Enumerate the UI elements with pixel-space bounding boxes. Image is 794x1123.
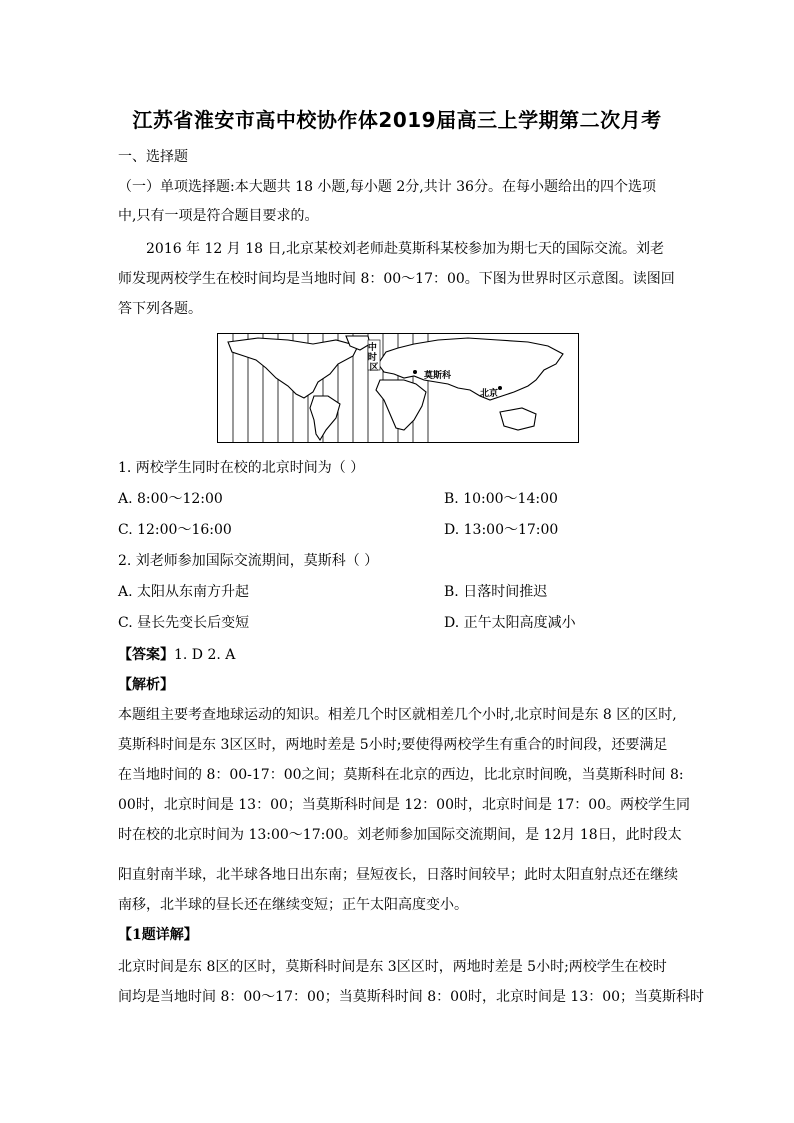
q1-option-c: C. 12:00～16:00 <box>118 522 232 538</box>
north-america-shape <box>228 338 358 398</box>
detail1-label: 【1题详解】 <box>118 927 198 943</box>
central-zone-char-3: 区 <box>369 363 379 373</box>
beijing-label: 北京 <box>480 389 499 399</box>
moscow-label: 莫斯科 <box>424 371 452 381</box>
q2-option-a: A. 太阳从东南方升起 <box>118 584 250 600</box>
answer-label: 【答案】 <box>118 647 174 663</box>
q2-option-d: D. 正午太阳高度减小 <box>444 615 576 631</box>
analysis-line-5: 时在校的北京时间为 13:00～17:00。刘老师参加国际交流期间，是 12月 18日，此时段太 <box>118 827 682 843</box>
analysis-line-3: 在当地时间的 8：00-17：00之间；莫斯科在北京的西边，比北京时间晚，当莫斯科时间 8: <box>118 767 684 783</box>
instruction-line-2: 中,只有一项是符合题目要求的。 <box>118 208 319 224</box>
q1-option-d: D. 13:00～17:00 <box>444 522 559 538</box>
south-america-shape <box>310 396 340 440</box>
page-title: 江苏省淮安市高中校协作体2019届高三上学期第二次月考 <box>132 108 662 132</box>
q2-option-c: C. 昼长先变长后变短 <box>118 615 250 631</box>
central-zone-label <box>368 341 380 373</box>
q1-option-a: A. 8:00～12:00 <box>118 491 223 507</box>
answer-text: 1. D 2. A <box>174 647 236 663</box>
detail1-line-2: 间均是当地时间 8：00～17：00；当莫斯科时间 8：00时，北京时间是 13：00；当莫斯科时 <box>118 989 705 1005</box>
australia-shape <box>500 408 536 430</box>
analysis-line-4: 00时，北京时间是 13：00；当莫斯科时间是 12：00时，北京时间是 17：00。两校学生同 <box>118 797 691 813</box>
analysis-label: 【解析】 <box>118 677 174 693</box>
map-graphic <box>218 334 578 442</box>
analysis-line-7: 南移，北半球的昼长还在继续变短；正午太阳高度变小。 <box>118 897 468 913</box>
q1-option-b: B. 10:00～14:00 <box>444 491 558 507</box>
q2-stem: 2. 刘老师参加国际交流期间，莫斯科（ ） <box>118 553 379 569</box>
analysis-line-1: 本题组主要考查地球运动的知识。相差几个时区就相差几个小时,北京时间是东 8 区的区时, <box>118 707 677 723</box>
answer-row <box>118 646 235 664</box>
passage-line-3: 答下列各题。 <box>118 301 202 317</box>
analysis-line-2: 莫斯科时间是东 3区区时，两地时差是 5小时;要使得两校学生有重合的时间段，还要满足 <box>118 737 668 753</box>
passage-line-2: 师发现两校学生在校时间均是当地时间 8：00～17：00。下图为世界时区示意图。读图回 <box>118 271 675 287</box>
section-heading: 一、选择题 <box>118 149 188 165</box>
passage-line-1: 2016 年 12 月 18 日,北京某校刘老师赴莫斯科某校参加为期七天的国际交流。刘老 <box>146 241 664 257</box>
q1-stem: 1. 两校学生同时在校的北京时间为（ ） <box>118 460 365 476</box>
central-zone-char-1: 中 <box>367 343 377 353</box>
time-zone-map <box>217 333 579 443</box>
detail1-line-1: 北京时间是东 8区的区时，莫斯科时间是东 3区区时，两地时差是 5小时;两校学生在校时 <box>118 959 667 975</box>
africa-shape <box>376 380 426 430</box>
beijing-marker <box>498 386 502 390</box>
central-zone-char-2: 时 <box>367 353 377 363</box>
instruction-line-1: （一）单项选择题:本大题共 18 小题,每小题 2分,共计 36分。在每小题给出的四个选项 <box>118 179 656 195</box>
analysis-line-6: 阳直射南半球，北半球各地日出东南；昼短夜长，日落时间较早；此时太阳直射点还在继续 <box>118 867 678 883</box>
moscow-marker <box>413 370 417 374</box>
q2-option-b: B. 日落时间推迟 <box>444 584 548 600</box>
